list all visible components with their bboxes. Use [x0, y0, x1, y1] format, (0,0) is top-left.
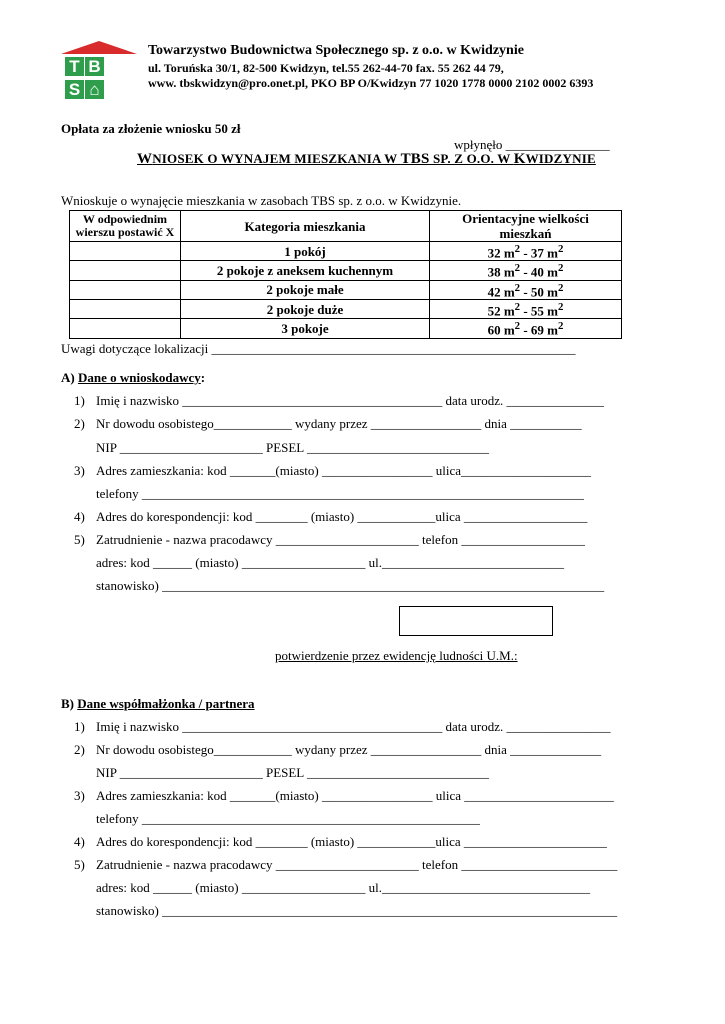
size-to: - 37 m	[520, 245, 558, 261]
sup: 2	[514, 320, 521, 333]
b-phone-field[interactable]: telefony ____________________________________________________	[96, 811, 480, 826]
section-colon: :	[200, 370, 206, 385]
a-line-num: 2)	[74, 416, 85, 431]
table-row	[70, 299, 622, 318]
section-a-heading	[61, 370, 205, 386]
b-correspondence-field[interactable]: Adres do korespondencji: kod ________ (miasto) ____________ulica ______________________	[96, 834, 607, 849]
size-cell	[430, 299, 622, 318]
b-nip-field[interactable]: NIP ______________________ PESEL ____________________________	[96, 765, 490, 780]
intro-text: Wnioskuje o wynajęcie mieszkania w zasobach TBS sp. z o.o. w Kwidzynie.	[61, 193, 462, 208]
b-employer-address-field[interactable]: adres: kod ______ (miasto) ___________________ ul.________________________________	[96, 880, 590, 895]
logo-roof-icon	[61, 41, 137, 54]
a-employer-field[interactable]: Zatrudnienie - nazwa pracodawcy ______________________ telefon ___________________	[96, 532, 585, 547]
section-title: Dane współmałżonka / partnera	[77, 696, 255, 711]
sup: 2	[514, 300, 521, 313]
b-name-field[interactable]: Imię i nazwisko ________________________________________ data urodz. ________________	[96, 719, 611, 734]
size-from: 42 m	[487, 283, 515, 299]
section-label: A)	[61, 370, 75, 385]
header-text: wierszu postawić X	[75, 225, 175, 239]
size-cell	[430, 319, 622, 338]
company-name: Towarzystwo Budownictwa Społecznego sp. z o.o. w Kwidzynie	[148, 43, 524, 58]
b-line-num: 2)	[74, 742, 85, 757]
a-employer-address-field[interactable]: adres: kod ______ (miasto) ___________________ ul.____________________________	[96, 555, 564, 570]
sup: 2	[558, 300, 564, 313]
table-row	[70, 261, 622, 280]
a-line-num: 3)	[74, 463, 85, 478]
title-part: WIDZYNIE	[525, 151, 596, 166]
header-text: mieszkań	[499, 226, 552, 241]
section-label: B)	[61, 696, 74, 711]
title-part: NIOSEK O WYNAJEM MIESZKANIA W	[152, 151, 401, 166]
mark-cell[interactable]	[70, 319, 181, 338]
form-title	[137, 151, 596, 168]
category-cell: 2 pokoje z aneksem kuchennym	[181, 261, 430, 280]
sup: 2	[558, 281, 564, 294]
logo-keyhole-icon: ⌂	[85, 80, 104, 99]
table-header-row	[70, 211, 622, 242]
a-line-num: 4)	[74, 509, 85, 524]
company-address: ul. Toruńska 30/1, 82-500 Kwidzyn, tel.55 262-44-70 fax. 55 262 44 79,	[148, 61, 504, 75]
category-cell: 2 pokoje małe	[181, 280, 430, 299]
table-row	[70, 242, 622, 261]
header-text: W odpowiednim	[82, 212, 168, 226]
category-table	[69, 210, 622, 339]
mark-cell[interactable]	[70, 242, 181, 261]
a-line-num: 5)	[74, 532, 85, 547]
b-line-num: 1)	[74, 719, 85, 734]
a-position-field[interactable]: stanowisko) ____________________________________________________________________	[96, 578, 605, 593]
a-id-field[interactable]: Nr dowodu osobistego____________ wydany przez _________________ dnia ___________	[96, 416, 582, 431]
b-line-num: 4)	[74, 834, 85, 849]
category-cell: 3 pokoje	[181, 319, 430, 338]
title-part: W	[137, 151, 153, 167]
sup: 2	[558, 243, 564, 255]
location-field[interactable]: Uwagi dotyczące lokalizacji ________________________________________________________	[61, 341, 576, 356]
b-id-field[interactable]: Nr dowodu osobistego____________ wydany przez _________________ dnia ______________	[96, 742, 602, 757]
a-nip-field[interactable]: NIP ______________________ PESEL ____________________________	[96, 440, 490, 455]
sup: 2	[514, 262, 521, 275]
size-cell	[430, 261, 622, 280]
size-cell	[430, 242, 622, 261]
a-correspondence-field[interactable]: Adres do korespondencji: kod ________ (miasto) ____________ulica ___________________	[96, 509, 588, 524]
header-category-column: Kategoria mieszkania	[181, 211, 430, 242]
size-to: - 55 m	[520, 303, 558, 319]
b-line-num: 3)	[74, 788, 85, 803]
size-to: - 50 m	[520, 283, 558, 299]
title-part: K	[513, 151, 526, 167]
b-address-field[interactable]: Adres zamieszkania: kod _______(miasto) _________________ ulica _______________________	[96, 788, 614, 803]
mark-cell[interactable]	[70, 261, 181, 280]
category-cell: 2 pokoje duże	[181, 299, 430, 318]
logo-letter-t: T	[65, 57, 84, 76]
b-employer-field[interactable]: Zatrudnienie - nazwa pracodawcy ______________________ telefon ________________________	[96, 857, 618, 872]
mark-cell[interactable]	[70, 280, 181, 299]
header-size-column	[430, 211, 622, 242]
size-from: 60 m	[487, 322, 515, 338]
logo-letter-b: B	[85, 57, 104, 76]
a-name-field[interactable]: Imię i nazwisko ________________________________________ data urodz. _______________	[96, 393, 605, 408]
size-from: 32 m	[487, 245, 515, 261]
category-cell: 1 pokój	[181, 242, 430, 261]
table-row	[70, 280, 622, 299]
logo-letter-s: S	[65, 80, 84, 99]
size-cell	[430, 280, 622, 299]
confirmation-stamp-box[interactable]	[399, 606, 553, 636]
a-phone-field[interactable]: telefony ____________________________________________________________________	[96, 486, 584, 501]
a-address-field[interactable]: Adres zamieszkania: kod _______(miasto) _________________ ulica____________________	[96, 463, 592, 478]
b-line-num: 5)	[74, 857, 85, 872]
size-to: - 69 m	[520, 322, 558, 338]
received-field[interactable]: wpłynęło ________________	[454, 137, 610, 152]
company-contact: www. tbskwidzyn@pro.onet.pl, PKO BP O/Kwidzyn 77 1020 1778 0000 2102 0002 6393	[148, 76, 594, 90]
size-from: 52 m	[487, 303, 515, 319]
table-row	[70, 319, 622, 338]
size-to: - 40 m	[520, 264, 558, 280]
fee-note: Opłata za złożenie wniosku 50 zł	[61, 121, 241, 136]
size-from: 38 m	[487, 264, 515, 280]
header-text: Orientacyjne wielkości	[462, 211, 589, 226]
title-part: SP. Z O.O. W	[429, 151, 514, 166]
sup: 2	[514, 243, 521, 255]
b-position-field[interactable]: stanowisko) ______________________________________________________________________	[96, 903, 618, 918]
confirmation-label: potwierdzenie przez ewidencję ludności U.M.:	[275, 648, 518, 663]
mark-cell[interactable]	[70, 299, 181, 318]
title-part: TBS	[400, 151, 430, 167]
header-mark-column	[70, 211, 181, 242]
sup: 2	[558, 320, 564, 333]
section-title: Dane o wnioskodawcy	[77, 370, 201, 385]
section-b-heading	[61, 696, 255, 712]
sup: 2	[514, 281, 521, 294]
a-line-num: 1)	[74, 393, 85, 408]
sup: 2	[558, 262, 564, 275]
